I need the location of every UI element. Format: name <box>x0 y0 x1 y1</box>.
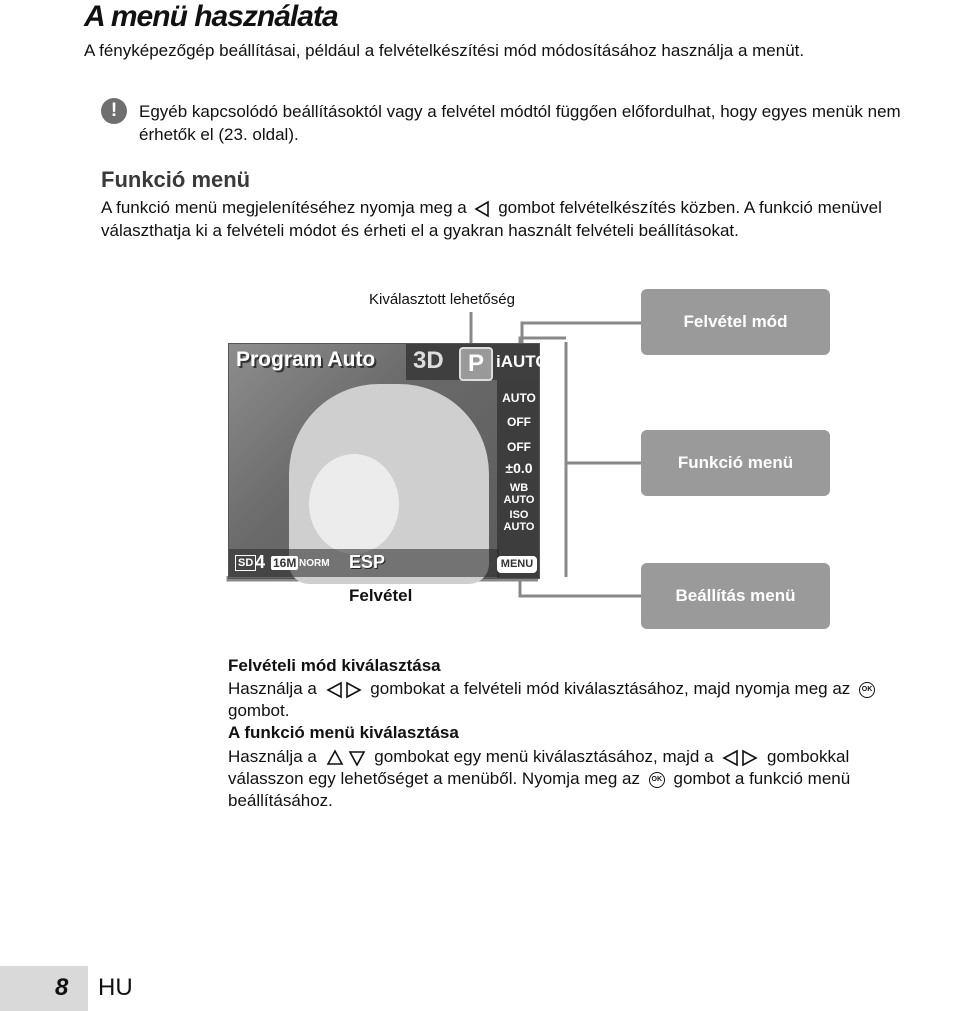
callout-setup-menu: Beállítás menü <box>641 563 830 629</box>
wb-setting: WB AUTO <box>503 482 535 506</box>
callout-selected-option: Kiválasztott lehetőség <box>369 291 515 308</box>
section-mode-text-2: gombokat a felvételi mód kiválasztásához, majd nyomja meg az <box>370 679 851 698</box>
section-function-heading: A funkció menü kiválasztása <box>228 723 459 742</box>
sd-card-icon: SD <box>235 555 256 571</box>
flash-setting: AUTO <box>502 391 536 405</box>
metering-esp: ESP <box>349 552 386 572</box>
menu-button: MENU <box>497 556 537 573</box>
function-menu-text-1: A funkció menü megjelenítéséhez nyomja meg a <box>101 198 467 217</box>
function-menu-heading: Funkció menü <box>101 167 251 192</box>
mode-iauto: iAUTO <box>496 352 549 371</box>
exposure-setting: ±0.0 <box>505 460 533 476</box>
section-mode-text-1: Használja a <box>228 679 317 698</box>
page-title: A menü használata <box>84 0 338 33</box>
section-function-text-3: gombokkal válasszon egy lehetőséget a menüből. Nyomja meg az <box>228 747 850 788</box>
warning-icon: ! <box>101 98 127 124</box>
ok-button-icon: OK <box>859 682 875 698</box>
note-text: Egyéb kapcsolódó beállításoktól vagy a felvétel módtól függően előfordulhat, hogy egyes menük nem érhetők el (23. oldal). <box>139 102 901 144</box>
quality-norm: NORM <box>299 558 330 569</box>
self-timer-setting: OFF <box>507 440 531 454</box>
mode-3d: 3D <box>413 347 444 374</box>
section-mode-text-3: gombot. <box>228 701 290 720</box>
section-function-text-1: Használja a <box>228 747 317 766</box>
section-function-paragraph <box>228 746 908 812</box>
screen-mode-name: Program Auto <box>236 348 376 371</box>
camera-screen <box>228 343 549 579</box>
language-code: HU <box>98 974 133 1001</box>
page-tab <box>0 966 88 1011</box>
iso-setting: ISO AUTO <box>503 509 535 533</box>
page-subtitle: A fényképezőgép beállításai, például a felvételkészítési mód módosításához használja a menüt. <box>84 41 805 60</box>
macro-setting: OFF <box>507 415 531 429</box>
callout-function-menu: Funkció menü <box>641 430 830 496</box>
page-number: 8 <box>55 974 69 1001</box>
shot-count: 4 <box>255 552 266 572</box>
section-mode-paragraph <box>228 678 908 722</box>
section-mode-heading: Felvételi mód kiválasztása <box>228 656 441 675</box>
callout-shooting-mode: Felvétel mód <box>641 289 830 355</box>
mode-p-selected: P <box>459 347 493 381</box>
function-menu-text-2: gombot felvételkészítés közben. A funkció menüvel választhatja ki a felvételi módot és érheti el a gyakran használt felvételi beállításokat. <box>101 198 882 240</box>
left-right-arrows-icon <box>326 682 362 698</box>
ok-button-icon: OK <box>649 772 665 788</box>
section-function-text-4: gombot a funkció menü beállításához. <box>228 769 851 810</box>
up-down-arrows-icon <box>326 750 366 766</box>
shooting-label: Felvétel <box>349 586 413 605</box>
photo-baby <box>309 454 399 554</box>
section-function-text-2: gombokat egy menü kiválasztásához, majd a <box>374 747 714 766</box>
resolution: 16M <box>273 556 297 570</box>
function-strip <box>497 380 539 578</box>
left-right-arrows-icon <box>722 750 758 766</box>
